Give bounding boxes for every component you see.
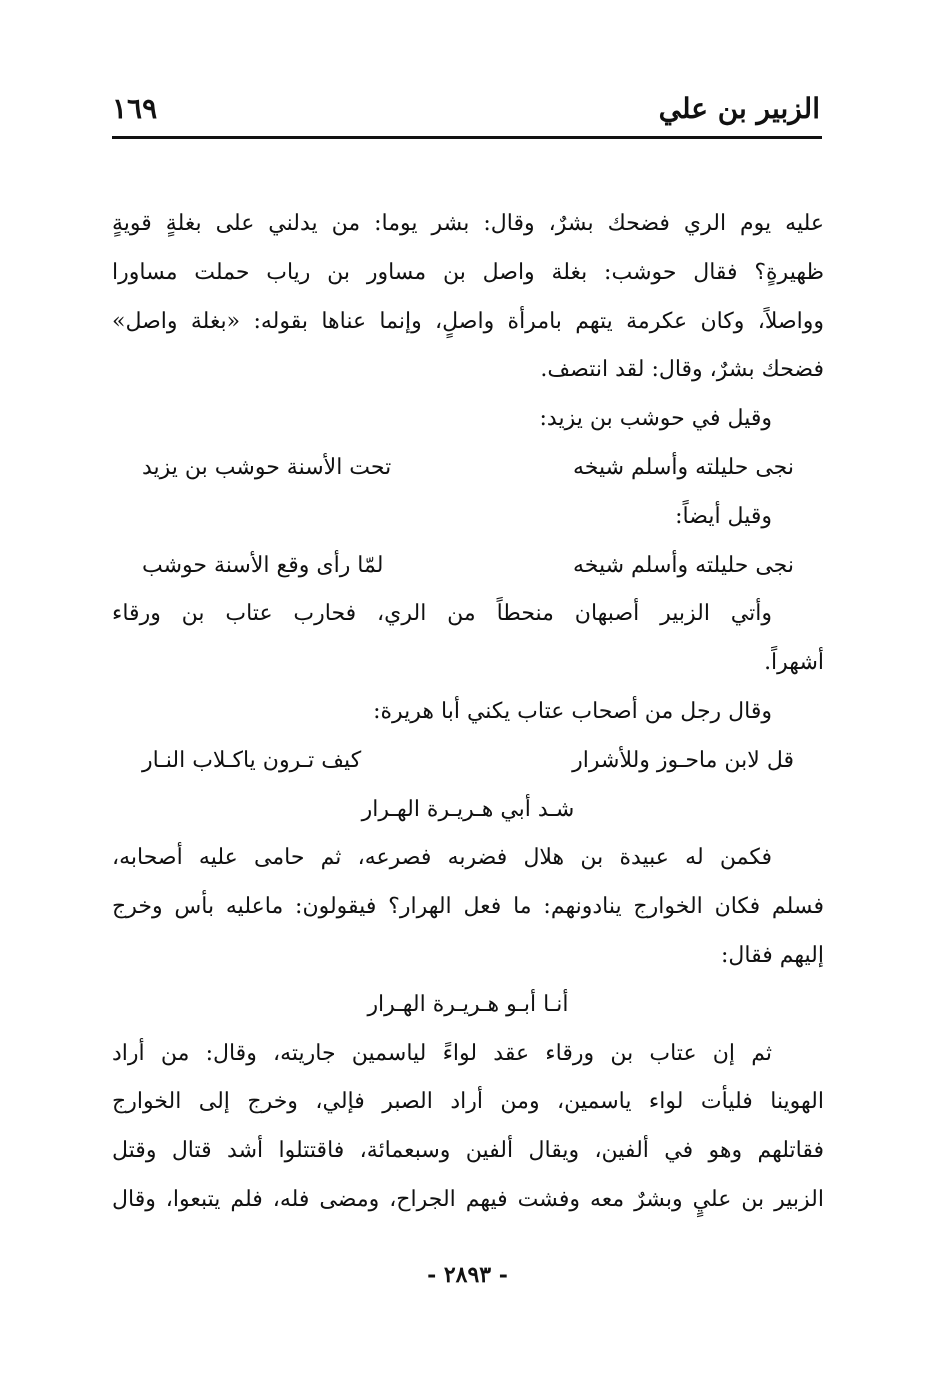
text-line: ظهيرةٍ؟ فقال حوشب: بغلة واصل بن مساور بن رياب حملت مساورا (112, 259, 824, 285)
verse-line (112, 444, 824, 493)
page-number: ١٦٩ (112, 92, 158, 125)
text-line: الزبير بن عليٍ وبشرٌ معه وفشت فيهم الجراح، ومضى فله، فلم يتبعوا، وقال (112, 1186, 824, 1212)
verse-line (112, 737, 824, 786)
text-line: إليهم فقال: (721, 942, 824, 968)
verse-hemistich-first: قل لابن ماحـوز وللأشرار (572, 747, 794, 773)
verse-hemistich-second: لمّا رأى وقع الأسنة حوشب (142, 552, 384, 578)
text-line: وقيل في حوشب بن يزيد: (539, 406, 772, 432)
verse-hemistich-second: تحت الأسنة حوشب بن يزيد (142, 454, 392, 480)
text-line: وقيل أيضاً: (675, 503, 772, 529)
text-line: فقاتلهم وهو في ألفين، ويقال ألفين وسبعمائة، فاقتتلوا أشد قتال وقتل (112, 1138, 824, 1164)
text-line: أشهراً. (764, 650, 824, 676)
verse-continuation: شـد أبي هـريـرة الهـرار (361, 796, 575, 822)
verse-single: أنـا أبـو هـريـرة الهـرار (367, 991, 569, 1017)
text-line: فضحك بشرٌ، وقال: لقد انتصف. (540, 357, 824, 383)
page-footer-code: - ٢٨٩٣ - (427, 1262, 508, 1288)
text-line: الهوينا فليأت لواء ياسمين، ومن أراد الصبر فإلي، وخرج إلى الخوارج (112, 1089, 824, 1115)
verse-hemistich-first: نجى حليلته وأسلم شيخه (572, 454, 794, 480)
text-line: وواصلاً، وكان عكرمة يتهم بامرأة واصلٍ، وإنما عناها بقوله: «بغلة واصل» (112, 308, 824, 334)
verse-hemistich-first: نجى حليلته وأسلم شيخه (572, 552, 794, 578)
text-line: وأتي الزبير أصبهان منحطاً من الري، فحارب عتاب بن ورقاء (112, 601, 772, 627)
verse-hemistich-second: كيف تـرون ياكـلاب النـار (142, 747, 362, 773)
text-line: ثم إن عتاب بن ورقاء عقد لواءً لياسمين جاريته، وقال: من أراد (112, 1040, 772, 1066)
text-line: عليه يوم الري فضحك بشرٌ، وقال: بشر يوما: من يدلني على بغلةٍ قويةٍ (112, 211, 824, 236)
text-line: فكمن له عبيدة بن هلال فضربه فصرعه، ثم حامى عليه أصحابه، (112, 845, 772, 871)
text-line: وقال رجل من أصحاب عتاب يكني أبا هريرة: (373, 698, 772, 724)
running-title: الزبير بن علي (658, 92, 820, 125)
text-line: فسلم فكان الخوارج ينادونهم: ما فعل الهرار؟ فيقولون: ماعليه بأس وخرج (112, 894, 824, 920)
header-rule (112, 136, 822, 139)
verse-line (112, 542, 824, 591)
page-header (112, 92, 820, 132)
page-body (112, 200, 824, 1225)
